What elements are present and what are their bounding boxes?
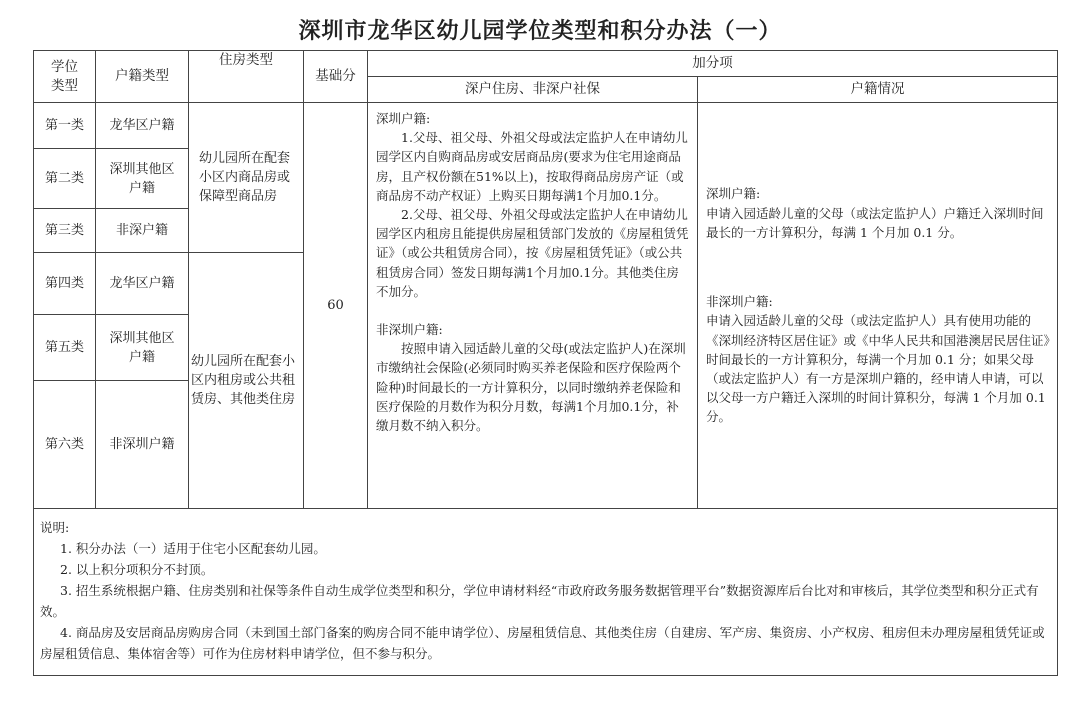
row-type: 第二类 [34, 149, 96, 209]
header-bonus-housing: 深户住房、非深户社保 [368, 77, 698, 103]
housing-type-2: 幼儿园所在配套小区内租房或公共租赁房、其他类住房 [189, 253, 304, 509]
row-hukou: 龙华区户籍 [96, 103, 189, 149]
header-bonus: 加分项 [368, 51, 1058, 77]
row-hukou: 深圳其他区户籍 [96, 149, 189, 209]
non-sz-title: 非深圳户籍: [376, 322, 443, 338]
note-item: 3. 招生系统根据户籍、住房类别和社保等条件自动生成学位类型和积分，学位申请材料经“市政府政务服务数据管理平台”数据资源库后台比对和审核后，其学位类型和积分正式有效。 [40, 583, 1039, 619]
document-title: 深圳市龙华区幼儿园学位类型和积分办法（一） [298, 18, 782, 44]
row-type: 第五类 [34, 315, 96, 381]
non-sz-hukou-rule: 申请入园适龄儿童的父母（或法定监护人）具有使用功能的《深圳经济特区居住证》或《中华人民共和国港澳居民居住证》时间最长的一方计算积分，每满一个月加 0.1 分；如果父母（或法定监护人）有一方是深圳户籍的，经申请人申请，可以以父母一方户籍迁入深圳的时间计算积分，每满 1 个月加 0.1 分。 [706, 313, 1050, 425]
notes-section [34, 509, 1058, 676]
row-type: 第四类 [34, 253, 96, 315]
sz-title: 深圳户籍: [376, 111, 431, 126]
points-table [33, 50, 1058, 676]
header-bonus-hukou: 户籍情况 [698, 77, 1058, 103]
header-base-score: 基础分 [304, 51, 368, 103]
header-degree-type: 学位 类型 [34, 51, 96, 103]
sz-rule-1: 1.父母、祖父母、外祖父母或法定监护人在申请幼儿园学区内自购商品房或安居商品房(要求为住宅用途商品房，且产权份额在51%以上)，按取得商品房房产证（或商品房不动产权证）上购买日期每满1个月加0.1分。 [376, 130, 688, 203]
sz-rule-2: 2.父母、祖父母、外祖父母或法定监护人在申请幼儿园学区内租房且能提供房屋租赁部门发放的《房屋租赁凭证》（或公共租赁房合同），按《房屋租赁凭证》（或公共租赁房合同）签发日期每满1个月加0.1分。其他类住房不加分。 [376, 207, 689, 299]
header-hukou-type: 户籍类型 [96, 51, 189, 103]
row-hukou: 非深户籍 [96, 209, 189, 253]
notes-title: 说明: [40, 520, 70, 535]
sz-hukou-rule: 申请入园适龄儿童的父母（或法定监护人）户籍迁入深圳时间最长的一方计算积分，每满 1 个月加 0.1 分。 [706, 205, 1044, 240]
base-score: 60 [304, 103, 368, 509]
note-item: 2. 以上积分项积分不封顶。 [60, 562, 214, 577]
non-sz-rule: 按照申请入园适龄儿童的父母(或法定监护人)在深圳市缴纳社会保险(必须同时购买养老保险和医疗保险两个险种)时间最长的一方计算积分，以同时缴纳养老保险和医疗保险的月数作为积分月数，每满1个月加0.1分，补缴月数不纳入积分。 [376, 341, 686, 434]
row-hukou: 龙华区户籍 [96, 253, 189, 315]
non-sz-title: 非深圳户籍: [706, 294, 773, 310]
bonus-hukou-cell [698, 103, 1058, 509]
row-hukou: 非深圳户籍 [96, 381, 189, 509]
row-type: 第三类 [34, 209, 96, 253]
row-type: 第六类 [34, 381, 96, 509]
row-type: 第一类 [34, 103, 96, 149]
housing-type-1: 幼儿园所在配套小区内商品房或保障型商品房 [189, 103, 304, 253]
header-housing-type: 住房类型 [189, 51, 304, 103]
row-hukou: 深圳其他区户籍 [96, 315, 189, 381]
note-item: 4. 商品房及安居商品房购房合同（未到国土部门备案的购房合同不能申请学位）、房屋租赁信息、其他类住房（自建房、军产房、集资房、小产权房、租房但未办理房屋租赁凭证或房屋租赁信息、集体宿舍等）可作为住房材料申请学位，但不参与积分。 [40, 625, 1045, 661]
sz-title: 深圳户籍: [706, 186, 761, 202]
bonus-housing-cell [368, 103, 698, 509]
note-item: 1. 积分办法（一）适用于住宅小区配套幼儿园。 [60, 541, 326, 556]
